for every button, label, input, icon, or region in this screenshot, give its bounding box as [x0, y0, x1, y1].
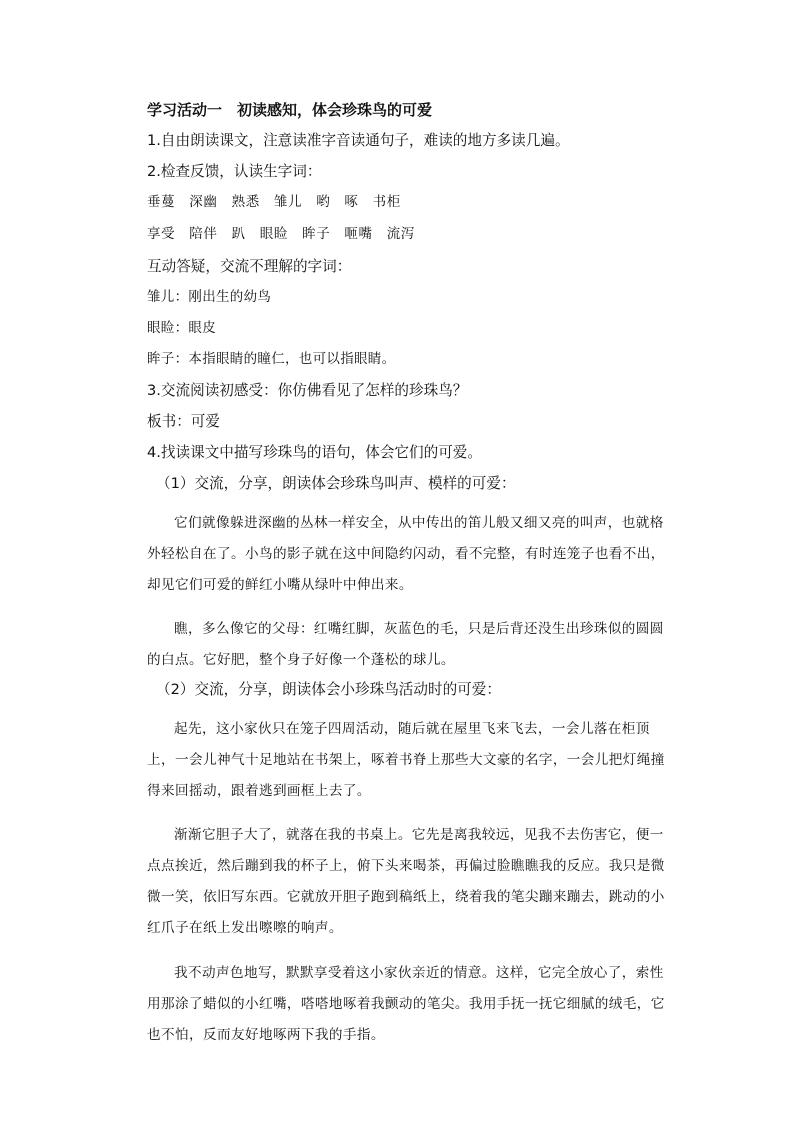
vocabulary-row-1: 垂蔓 深幽 熟悉 雏儿 哟 啄 书柜: [147, 194, 401, 210]
interaction-prompt: 互动答疑，交流不理解的字词：: [147, 258, 352, 275]
lesson-content: [147, 97, 687, 1051]
gloss-chu-er: 雏儿：刚出生的幼鸟: [147, 289, 272, 305]
vocabulary-row-2: 享受 陪伴 趴 眼睑 眸子 咂嘴 流泻: [147, 226, 415, 242]
excerpt-paragraph-5: 我不动声色地写，默默享受着这小家伙亲近的情意。这样，它完全放心了，索性用那涂了蜡似的小红嘴，嗒嗒地啄着我颤动的笔尖。我用手抚一抚它细腻的绒毛，它也不怕，反而友好地啄两下我的手指。: [147, 964, 665, 1043]
step-2-text: 2.检查反馈，认读生字词：: [147, 163, 322, 180]
gloss-mou-zi: 眸子：本指眼睛的瞳仁，也可以指眼睛。: [147, 351, 396, 367]
excerpt-paragraph-2: 瞧，多么像它的父母：红嘴红脚，灰蓝色的毛，只是后背还没生出珍珠似的圆圆的白点。它好肥，整个身子好像一个蓬松的球儿。: [147, 621, 664, 669]
gloss-yan-jian: 眼睑：眼皮: [147, 320, 216, 336]
step-3-text: 3.交流阅读初感受：你仿佛看见了怎样的珍珠鸟？: [147, 382, 468, 399]
step-4-text: 4.找读课文中描写珍珠鸟的语句，体会它们的可爱。: [147, 444, 482, 461]
blackboard-note: 板书：可爱: [147, 413, 220, 430]
excerpt-paragraph-3: 起先，这小家伙只在笼子四周活动，随后就在屋里飞来飞去，一会儿落在柜顶上，一会儿神气十足地站在书架上，啄着书脊上那些大文豪的名字，一会儿把灯绳撞得来回摇动，跟着逃到画框上去了。: [147, 720, 665, 799]
activity-heading: 学习活动一 初读感知，体会珍珠鸟的可爱: [147, 101, 433, 119]
excerpt-paragraph-1: 它们就像躲进深幽的丛林一样安全，从中传出的笛儿般又细又亮的叫声，也就格外轻松自在了。小鸟的影子就在这中间隐约闪动，看不完整，有时连笼子也看不出，却见它们可爱的鲜红小嘴从绿叶中伸出来。: [147, 514, 665, 593]
subsection-2-heading: （2）交流，分享，朗读体会小珍珠鸟活动时的可爱：: [156, 681, 501, 699]
subsection-1-heading: （1）交流，分享，朗读体会珍珠鸟叫声、模样的可爱：: [156, 475, 516, 492]
step-1-text: 1.自由朗读课文，注意读准字音读通句子，难读的地方多读几遍。: [147, 132, 570, 149]
excerpt-paragraph-4: 渐渐它胆子大了，就落在我的书桌上。它先是离我较远，见我不去伤害它，便一点点挨近，然后蹦到我的杯子上，俯下头来喝茶，再偏过脸瞧瞧我的反应。我只是微微一笑，依旧写东西。它就放开胆子跑到稿纸上，绕着我的笔尖蹦来蹦去，跳动的小红爪子在纸上发出嚓嚓的响声。: [147, 827, 665, 937]
